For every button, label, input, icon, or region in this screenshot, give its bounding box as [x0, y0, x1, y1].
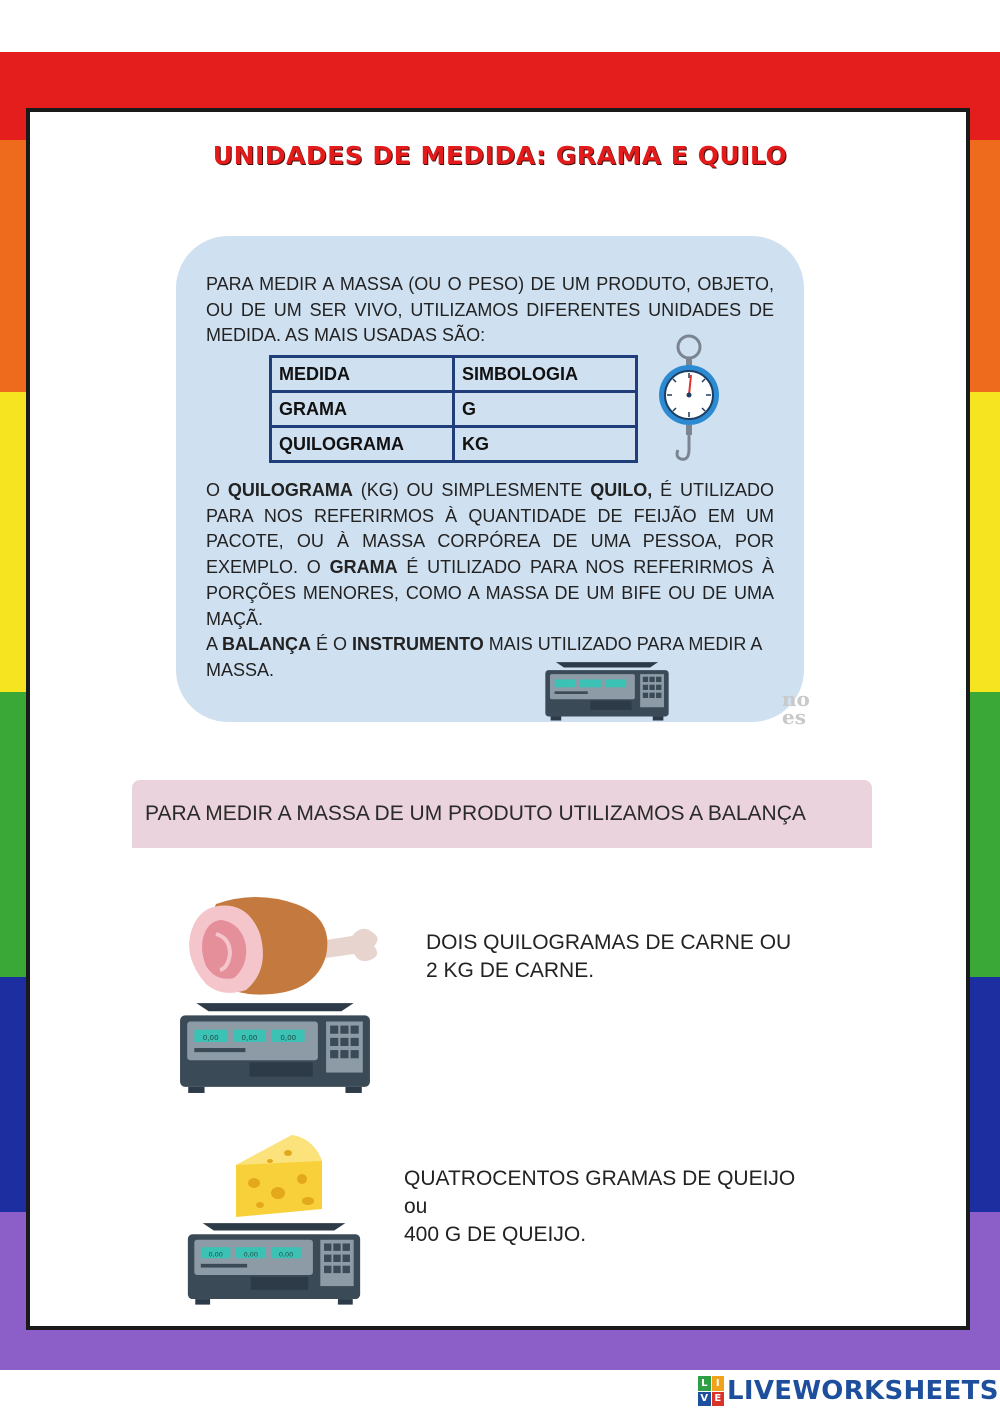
bold-term: QUILOGRAMA: [227, 480, 353, 500]
caption-line: 2 KG DE CARNE.: [426, 959, 595, 982]
example-caption-meat: [426, 929, 791, 985]
text-span: É O: [311, 634, 353, 654]
cheese-icon: [230, 1131, 326, 1221]
scale-readout: 0,00: [202, 1032, 219, 1042]
bold-term: QUILO,: [590, 480, 653, 500]
text-span: A: [206, 634, 223, 654]
section-banner: PARA MEDIR A MASSA DE UM PRODUTO UTILIZAMOS A BALANÇA: [132, 780, 872, 848]
scale-readout: 0,00: [243, 1250, 259, 1259]
text-span: É UTILIZADO PARA NOS REFERIRMOS À PORÇÕES MENORES, COMO A MASSA DE UM BIFE OU DE UMA MAÇÃ.: [206, 557, 774, 629]
weighing-scale-icon: [544, 658, 670, 722]
scale-readout: 0,00: [208, 1250, 223, 1259]
logo-letter: L: [698, 1376, 711, 1391]
text-span: MAIS UTILIZADO PARA MEDIR A MASSA.: [206, 634, 762, 680]
brand-name: LIVEWORKSHEETS: [727, 1376, 999, 1406]
bold-term: INSTRUMENTO: [352, 634, 484, 654]
table-row: [271, 392, 637, 427]
logo-letter: V: [698, 1392, 711, 1407]
caption-line: DOIS QUILOGRAMAS DE CARNE OU: [426, 931, 792, 954]
weighing-scale-icon: [186, 1216, 362, 1308]
page-title: UNIDADES DE MEDIDA: GRAMA E QUILO: [212, 141, 788, 170]
scale-readout: 0,00: [280, 1032, 297, 1042]
text-span: O: [206, 480, 228, 500]
table-cell: SIMBOLOGIA: [454, 357, 637, 392]
table-cell: QUILOGRAMA: [271, 427, 454, 462]
watermark-text: no es: [782, 687, 810, 729]
table-cell: KG: [454, 427, 637, 462]
weighing-scale-icon: [178, 996, 372, 1096]
instrument-paragraph: [206, 632, 774, 683]
hanging-scale-icon: [655, 333, 723, 469]
explanation-paragraph: [206, 478, 774, 632]
units-table: [269, 355, 638, 463]
text-span: (KG) OU SIMPLESMENTE: [352, 480, 591, 500]
liveworksheets-logo-icon: [698, 1376, 724, 1406]
example-caption-cheese: [404, 1165, 795, 1249]
table-cell: MEDIDA: [271, 357, 454, 392]
bold-term: BALANÇA: [222, 634, 312, 654]
liveworksheets-footer[interactable]: [698, 1376, 999, 1406]
caption-line: 400 G DE QUEIJO.: [404, 1223, 587, 1246]
caption-line: ou: [404, 1195, 428, 1218]
text-span: É UTILIZADO PARA NOS REFERIRMOS À QUANTIDADE DE FEIJÃO EM UM PACOTE, OU À MASSA CORPÓREA DE UMA PESSOA, POR EXEMPLO. O: [206, 480, 774, 578]
logo-letter: E: [712, 1392, 725, 1407]
table-header-row: [271, 357, 637, 392]
scale-readout: 0,00: [241, 1032, 258, 1042]
scale-readout: 0,00: [278, 1250, 294, 1259]
table-row: [271, 427, 637, 462]
bold-term: GRAMA: [329, 557, 398, 578]
table-cell: G: [454, 392, 637, 427]
intro-paragraph: PARA MEDIR A MASSA (OU O PESO) DE UM PRODUTO, OBJETO, OU DE UM SER VIVO, UTILIZAMOS DIFERENTES UNIDADES DE MEDIDA. AS MAIS USADAS SÃO:: [206, 274, 774, 346]
caption-line: QUATROCENTOS GRAMAS DE QUEIJO: [404, 1167, 796, 1190]
ham-icon: [176, 894, 384, 998]
logo-letter: I: [712, 1376, 725, 1391]
table-cell: GRAMA: [271, 392, 454, 427]
